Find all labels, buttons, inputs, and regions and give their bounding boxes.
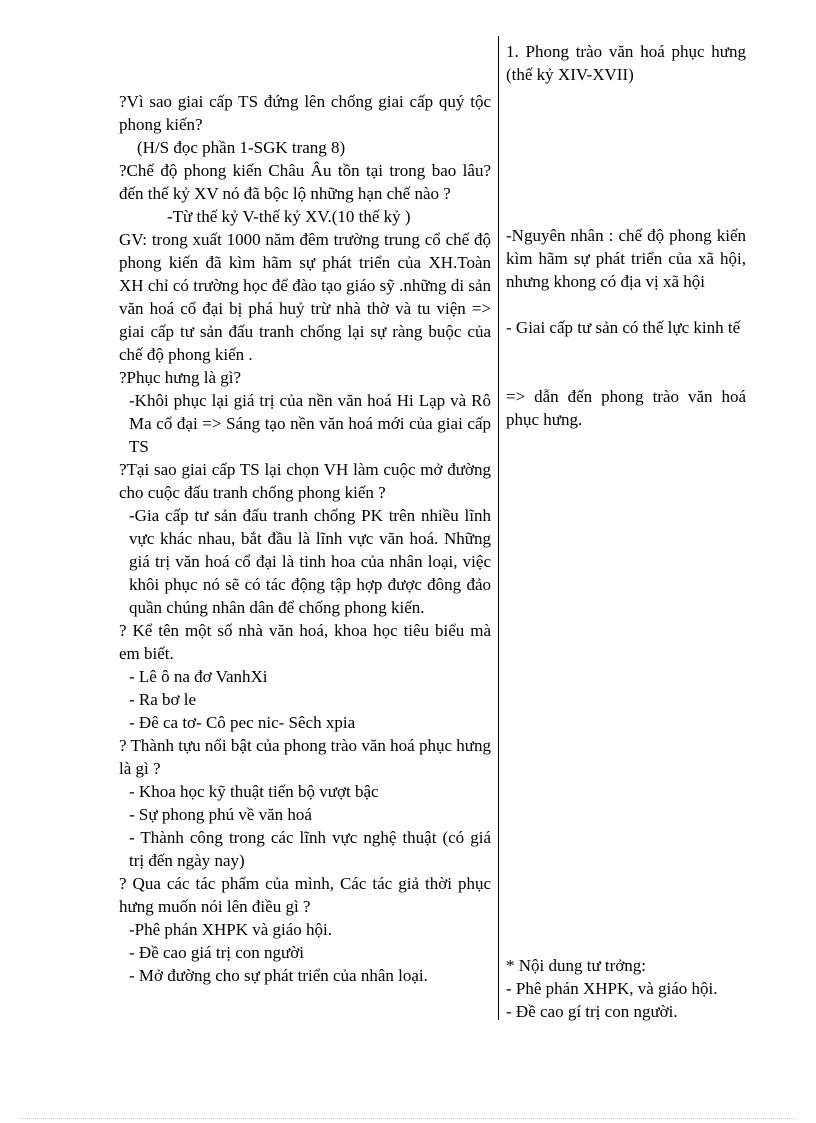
left-paragraph-a5b: - Ra bơ le bbox=[129, 690, 197, 709]
content-item-1: - Phê phán XHPK, và giáo hội. bbox=[506, 979, 718, 998]
content-title: * Nội dung tư trởng: bbox=[506, 956, 647, 975]
left-paragraph-a7c: - Mở đường cho sự phát triển của nhân loại. bbox=[129, 966, 428, 985]
left-paragraph-a6c: - Thành công trong các lĩnh vực nghệ thuật (có giá trị đến ngày nay) bbox=[129, 828, 491, 870]
left-paragraph-a5a: - Lê ô na đơ VanhXi bbox=[129, 667, 268, 686]
left-paragraph-a2: -Từ thế kỷ V-thế kỷ XV.(10 thế kỷ ) bbox=[167, 207, 411, 226]
left-paragraph-a6a: - Khoa học kỹ thuật tiến bộ vượt bậc bbox=[129, 782, 379, 801]
result-text: => dẫn đến phong trào văn hoá phục hưng. bbox=[506, 387, 746, 429]
content-item-2: - Đề cao gí trị con người. bbox=[506, 1002, 678, 1021]
economy-text: - Giai cấp tư sản có thế lực kinh tế bbox=[506, 318, 741, 337]
left-paragraph-q4: ?Tại sao giai cấp TS lại chọn VH làm cuộc mở đường cho cuộc đấu tranh chống phong kiến ? bbox=[119, 460, 491, 502]
left-paragraph-a7a: -Phê phán XHPK và giáo hội. bbox=[129, 920, 333, 939]
section-heading: 1. Phong trào văn hoá phục hưng (thế kỷ XIV-XVII) bbox=[506, 42, 746, 84]
left-paragraph-q3: ?Phục hưng là gì? bbox=[119, 368, 242, 387]
page-bottom-edge bbox=[20, 1118, 796, 1119]
left-paragraph-a5c: - Đê ca tơ- Cô pec nic- Sêch xpia bbox=[129, 713, 356, 732]
left-paragraph-gv: GV: trong xuất 1000 năm đêm trường trung cổ chế độ phong kiến đã kìm hãm sự phát triển của XH.Toàn XH chỉ có trường học để đào tạo giáo sỹ .những di sản văn hoá cổ đại bị phá huỷ trừ nhà thờ và tu viện => giai cấp tư sản đấu tranh chống lại sự ràng buộc của chế độ phong kiến . bbox=[119, 230, 491, 364]
column-divider bbox=[498, 36, 499, 1020]
cause-text: -Nguyên nhân : chế độ phong kiến kìm hãm sự phát triển của xã hội, nhưng khong có địa vị xã hội bbox=[506, 226, 746, 291]
left-paragraph-q7: ? Qua các tác phẩm của mình, Các tác giả thời phục hưng muốn nói lên điều gì ? bbox=[119, 874, 491, 916]
left-paragraph-a7b: - Đề cao giá trị con người bbox=[129, 943, 304, 962]
left-paragraph-a3: -Khôi phục lại giá trị của nền văn hoá Hi Lạp và Rô Ma cổ đại => Sáng tạo nền văn hoá mới của giai cấp TS bbox=[129, 391, 491, 456]
left-paragraph-q6: ? Thành tựu nổi bật của phong trào văn hoá phục hưng là gì ? bbox=[119, 736, 491, 778]
left-paragraph-q2: ?Chế độ phong kiến Châu Âu tồn tại trong bao lâu?đến thế kỷ XV nó đã bộc lộ những hạn chế nào ? bbox=[119, 161, 491, 203]
left-paragraph-q5: ? Kể tên một số nhà văn hoá, khoa học tiêu biểu mà em biết. bbox=[119, 621, 491, 663]
left-column bbox=[119, 90, 491, 987]
left-paragraph-a4: -Gia cấp tư sản đấu tranh chống PK trên nhiều lĩnh vực khác nhau, bắt đầu là lĩnh vực văn hoá. Những giá trị văn hoá cổ đại là tinh hoa của nhân loại, việc khôi phục nó sẽ có tác động tập hợp được đông đảo quần chúng nhân dân để chống phong kiến. bbox=[129, 506, 491, 617]
left-paragraph-a6b: - Sự phong phú về văn hoá bbox=[129, 805, 312, 824]
left-paragraph-p1: (H/S đọc phần 1-SGK trang 8) bbox=[137, 138, 346, 157]
left-paragraph-q1: ?Vì sao giai cấp TS đứng lên chống giai cấp quý tộc phong kiến? bbox=[119, 92, 491, 134]
